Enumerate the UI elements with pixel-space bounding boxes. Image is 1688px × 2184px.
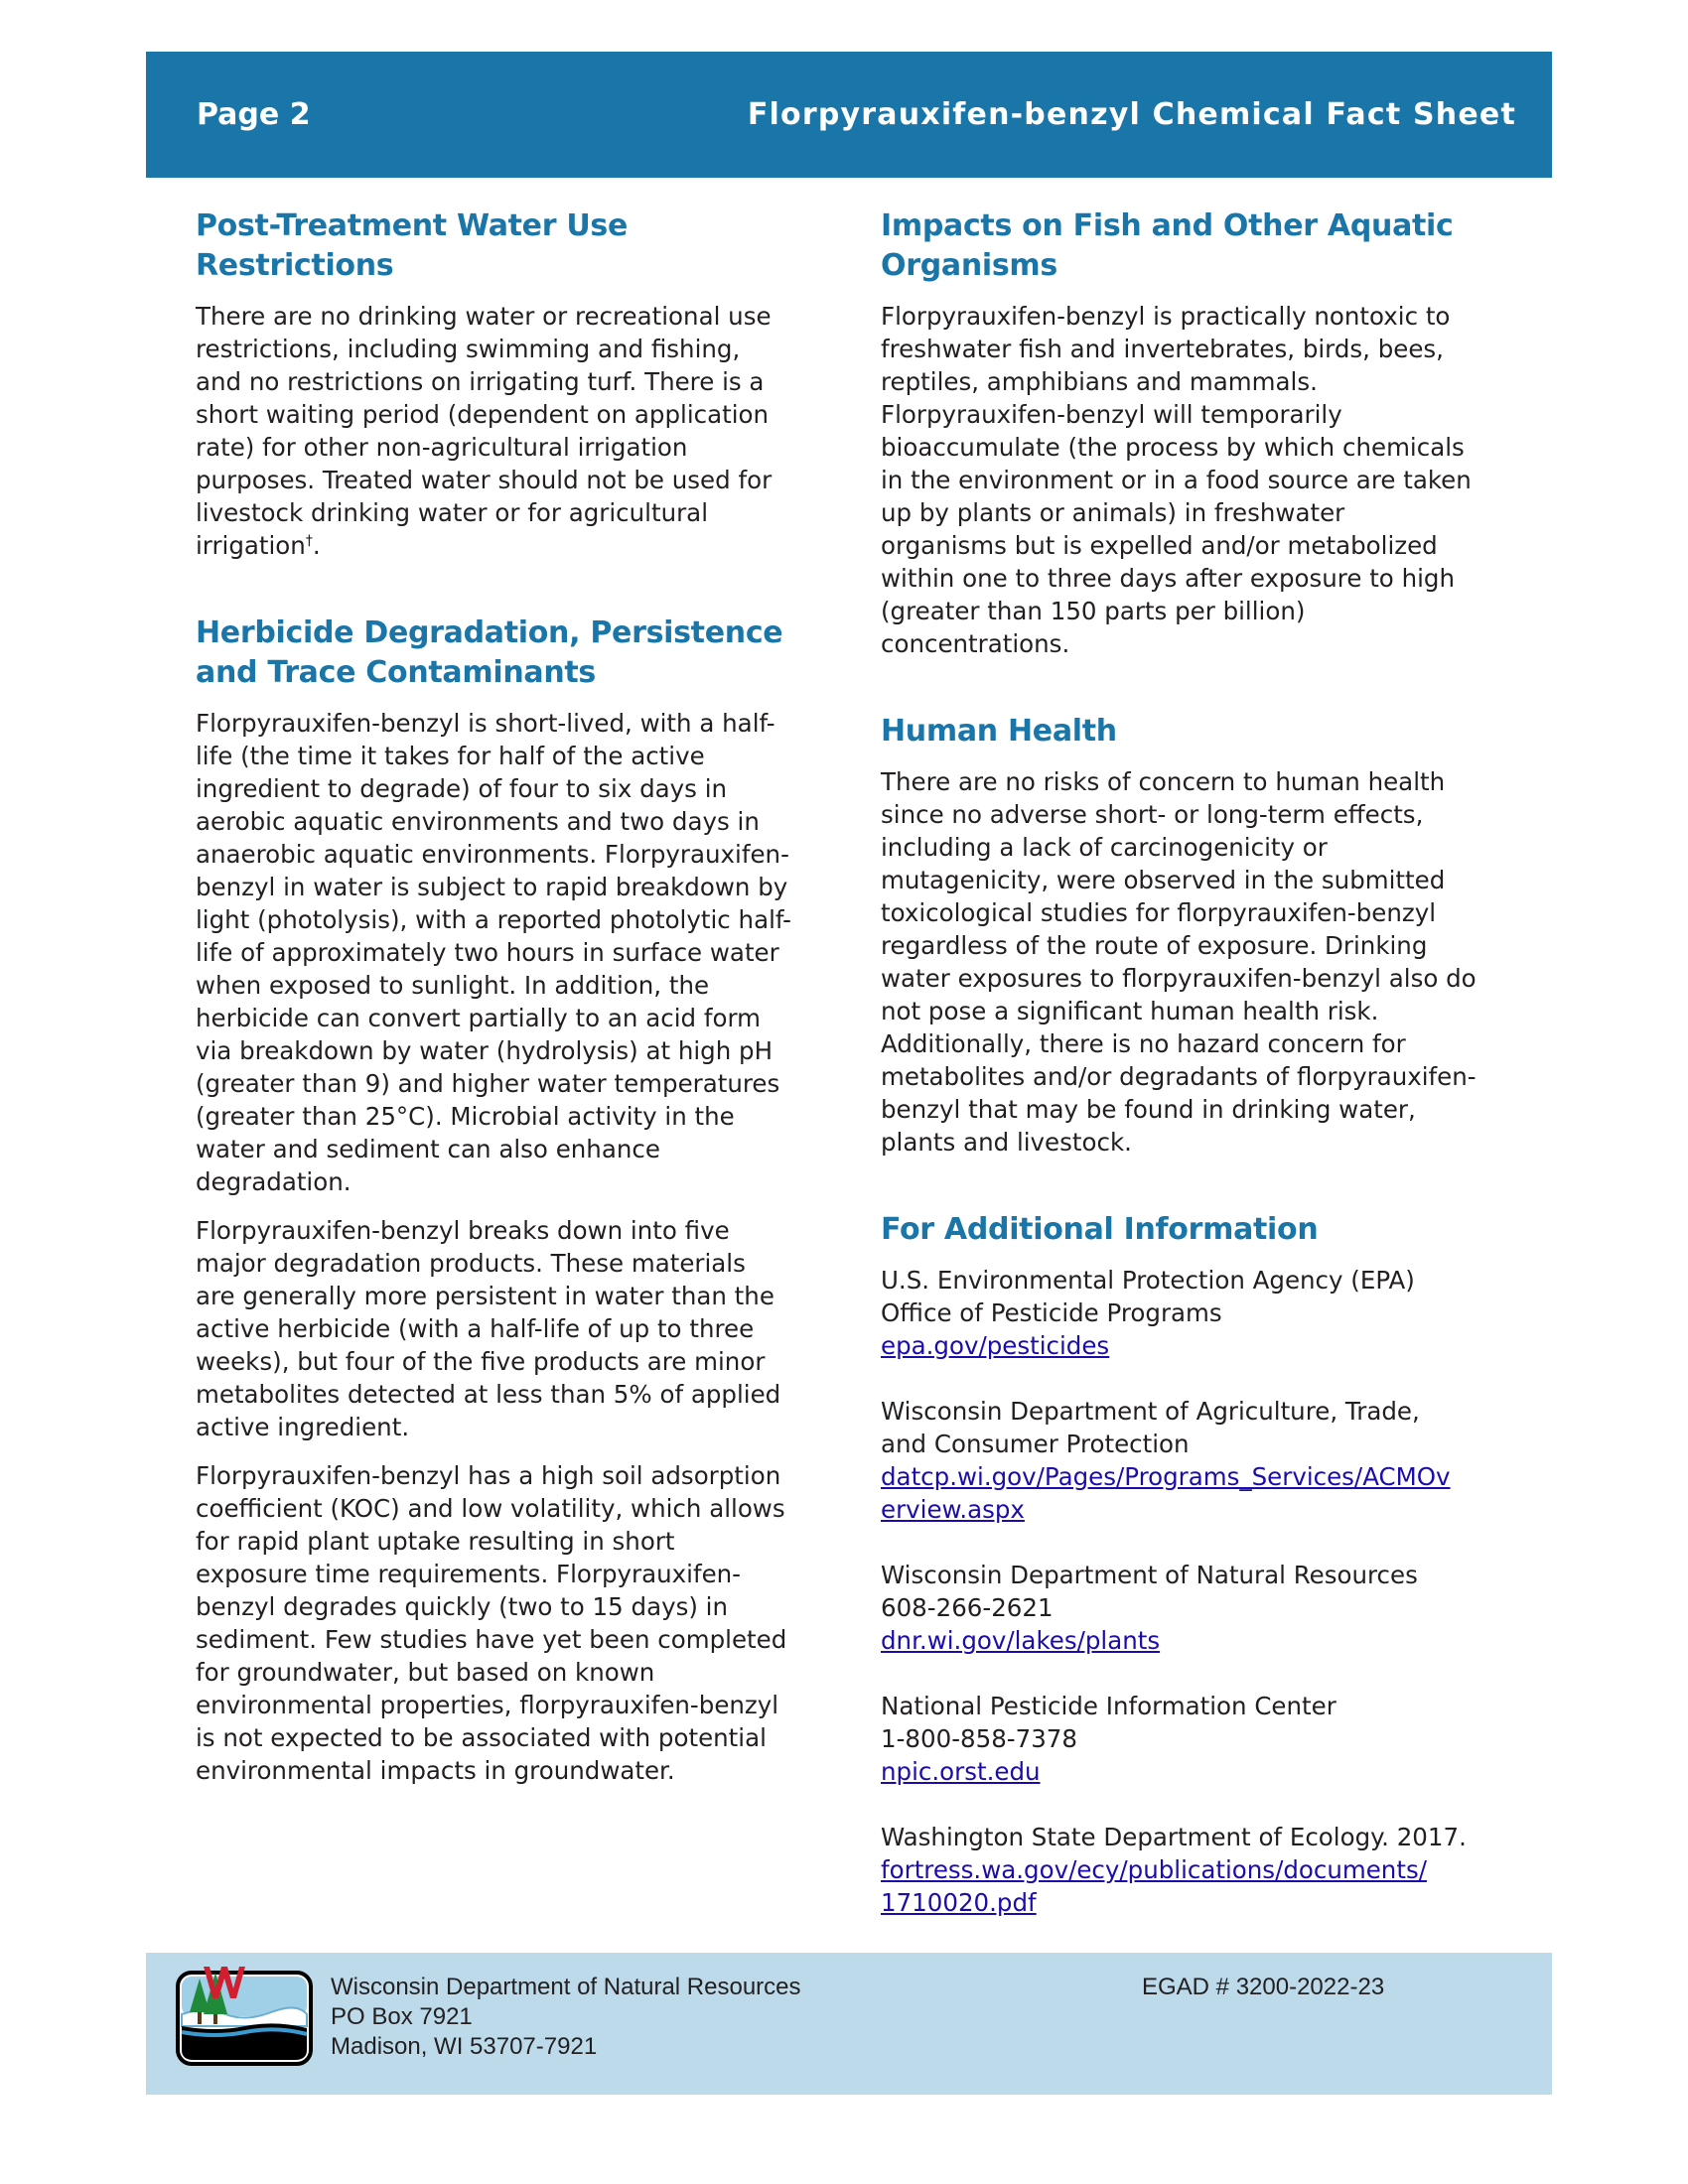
datcp-line-1: Wisconsin Department of Agriculture, Trade, bbox=[881, 1397, 1420, 1426]
post-treatment-text: There are no drinking water or recreational use restrictions, including swimming and fishing, and no restrictions on irrigating turf. There is a short waiting period (dependent on application rate) for other non-agricultural irrigation purposes. Treated water should not be used for livestock drinking water or for agricultural irrigation bbox=[196, 302, 773, 560]
ecology-link-part-1[interactable]: fortress.wa.gov/ecy/publications/documents/ bbox=[881, 1855, 1427, 1884]
paragraph-post-treatment bbox=[196, 300, 791, 562]
paragraph-fish: Florpyrauxifen-benzyl is practically nontoxic to freshwater fish and invertebrates, birds, bees, reptiles, amphibians and mammals. Florpyrauxifen-benzyl will temporarily bioaccumulate (the process by which chemicals in the environment or in a food source are taken up by plants or animals) in freshwater organisms but is expelled and/or metabolized within one to three days after exposure to high (greater than 150 parts per billion) concentrations. bbox=[881, 302, 1472, 658]
dnr-line-1: Wisconsin Department of Natural Resources bbox=[881, 1561, 1418, 1589]
page-footer bbox=[146, 1953, 1552, 2095]
wdnr-logo-icon bbox=[176, 1963, 313, 2066]
ecology-line-1: Washington State Department of Ecology. 2017. bbox=[881, 1823, 1467, 1851]
footer-org: Wisconsin Department of Natural Resources bbox=[331, 1974, 801, 2000]
npic-line-1: National Pesticide Information Center bbox=[881, 1692, 1336, 1720]
epa-line-1: U.S. Environmental Protection Agency (EPA) bbox=[881, 1266, 1415, 1295]
right-column bbox=[881, 206, 1477, 1952]
page-header bbox=[146, 52, 1552, 178]
contact-datcp bbox=[881, 1395, 1477, 1526]
dnr-link[interactable]: dnr.wi.gov/lakes/plants bbox=[881, 1626, 1161, 1655]
datcp-link-part-2[interactable]: erview.aspx bbox=[881, 1495, 1025, 1524]
page-number: Page 2 bbox=[197, 97, 311, 132]
footnote-mark: † bbox=[305, 532, 313, 549]
post-treatment-period: . bbox=[312, 531, 321, 560]
section-post-treatment bbox=[196, 206, 791, 562]
section-human-health bbox=[881, 712, 1477, 1159]
footer-po-box: PO Box 7921 bbox=[331, 2003, 473, 2030]
heading-fish: Impacts on Fish and Other Aquatic Organisms bbox=[881, 208, 1454, 283]
paragraph-human-health: There are no risks of concern to human health since no adverse short- or long-term effects, including a lack of carcinogenicity or mutagenicity, were observed in the submitted toxicological studies for florpyrauxifen-benzyl regardless of the route of exposure. Drinking water exposures to florpyrauxifen-benzyl also do not pose a significant human health risk. Additionally, there is no hazard concern for metabolites and/or degradants of florpyrauxifen-benzyl that may be found in drinking water, plants and livestock. bbox=[881, 767, 1477, 1157]
section-additional-info bbox=[881, 1210, 1477, 1919]
left-column bbox=[196, 206, 791, 1839]
heading-additional-info: For Additional Information bbox=[881, 1212, 1319, 1247]
ecology-link-part-2[interactable]: 1710020.pdf bbox=[881, 1888, 1037, 1917]
heading-human-health: Human Health bbox=[881, 714, 1117, 749]
dnr-phone: 608-266-2621 bbox=[881, 1593, 1054, 1622]
footer-address bbox=[331, 1973, 801, 2062]
contact-dnr bbox=[881, 1559, 1477, 1657]
contact-ecology bbox=[881, 1821, 1477, 1919]
heading-post-treatment: Post-Treatment Water Use Restrictions bbox=[196, 208, 629, 283]
npic-phone: 1-800-858-7378 bbox=[881, 1724, 1077, 1753]
epa-line-2: Office of Pesticide Programs bbox=[881, 1298, 1222, 1327]
datcp-line-2: and Consumer Protection bbox=[881, 1430, 1190, 1458]
section-degradation bbox=[196, 614, 791, 1787]
datcp-link-part-1[interactable]: datcp.wi.gov/Pages/Programs_Services/ACMOv bbox=[881, 1462, 1451, 1491]
paragraph-degradation-2: Florpyrauxifen-benzyl breaks down into five major degradation products. These materials are generally more persistent in water than the active herbicide (with a half-life of up to three weeks), but four of the five products are minor metabolites detected at less than 5% of applied active ingredient. bbox=[196, 1216, 781, 1441]
paragraph-degradation-1: Florpyrauxifen-benzyl is short-lived, with a half-life (the time it takes for half of the active ingredient to degrade) of four to six days in aerobic aquatic environments and two days in anaerobic aquatic environments. Florpyrauxifen-benzyl in water is subject to rapid breakdown by light (photolysis), with a reported photolytic half-life of approximately two hours in surface water when exposed to sunlight. In addition, the herbicide can convert partially to an acid form via breakdown by water (hydrolysis) at high pH (greater than 9) and higher water temperatures (greater than 25°C). Microbial activity in the water and sediment can also enhance degradation. bbox=[196, 709, 792, 1196]
document-title: Florpyrauxifen-benzyl Chemical Fact Sheet bbox=[747, 97, 1516, 132]
npic-link[interactable]: npic.orst.edu bbox=[881, 1757, 1041, 1786]
footer-egad-number: EGAD # 3200-2022-23 bbox=[1142, 1974, 1385, 2000]
contact-npic bbox=[881, 1690, 1477, 1788]
epa-link[interactable]: epa.gov/pesticides bbox=[881, 1331, 1110, 1360]
paragraph-degradation-3: Florpyrauxifen-benzyl has a high soil adsorption coefficient (KOC) and low volatility, which allows for rapid plant uptake resulting in short exposure time requirements. Florpyrauxifen-benzyl degrades quickly (two to 15 days) in sediment. Few studies have yet been completed for groundwater, but based on known environmental properties, florpyrauxifen-benzyl is not expected to be associated with potential environmental impacts in groundwater. bbox=[196, 1461, 787, 1785]
footer-city: Madison, WI 53707-7921 bbox=[331, 2033, 598, 2060]
section-fish bbox=[881, 206, 1477, 660]
contact-epa bbox=[881, 1264, 1477, 1362]
heading-degradation: Herbicide Degradation, Persistence and Trace Contaminants bbox=[196, 615, 783, 690]
